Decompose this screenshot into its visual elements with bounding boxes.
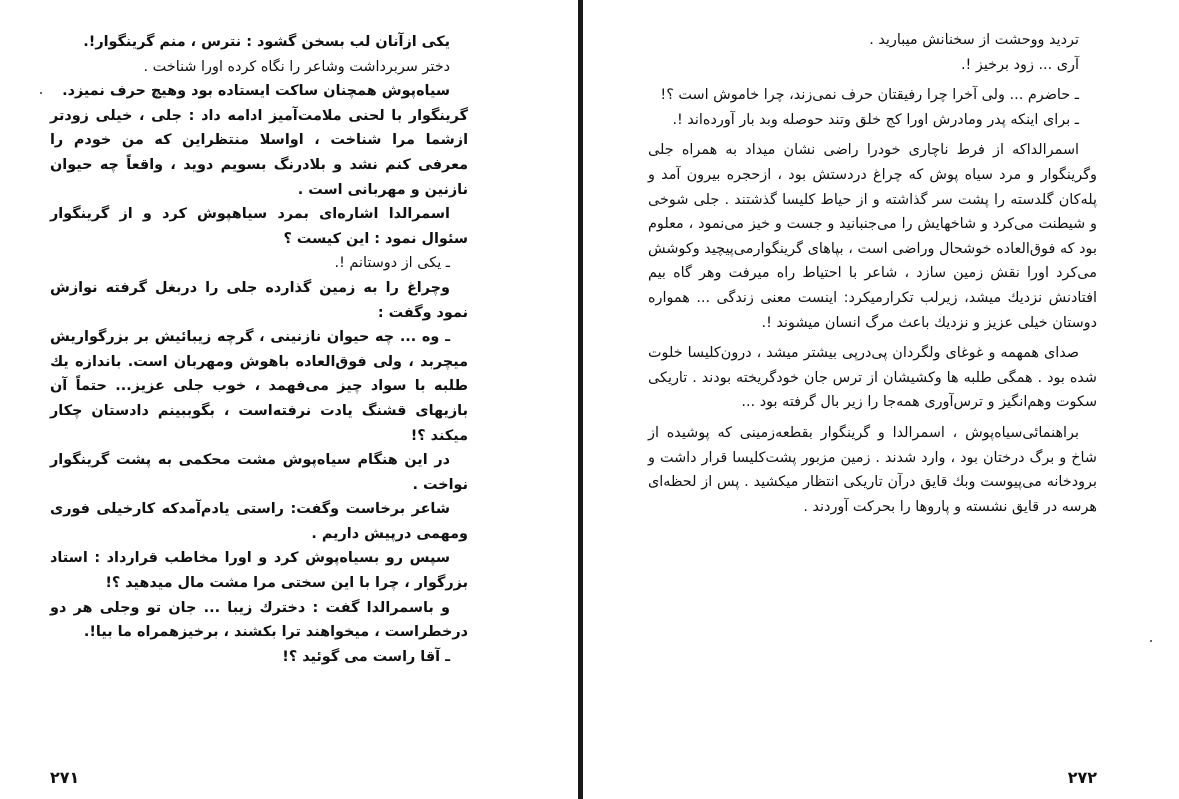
page-gutter bbox=[578, 0, 583, 799]
paragraph: و باسمرالدا گفت : دخترك زیبا ... جان تو وجلی هر دو درخطراست ، میخواهند ترا بکشند ، برخیزهمراه ما بیا!. bbox=[50, 599, 468, 641]
paragraph: ـ آقا راست می گوئید ؟! bbox=[282, 648, 450, 665]
paragraph: سپس رو بسیاه‌پوش کرد و اورا مخاطب قرارداد : استاد بزرگوار ، چرا با این سختی مرا مشت مال میدهید ؟! bbox=[50, 550, 468, 592]
paragraph: آری ... زود برخیز !. bbox=[960, 56, 1079, 73]
paragraph: یکی ازآنان لب بسخن گشود : نترس ، منم گرینگوار!. bbox=[83, 34, 450, 50]
paragraph: ـ وه ... چه حیوان نازنینی ، گرچه زیبائیش بر بزرگواریش میچربد ، ولی فوق‌العاده باهوش ومهربان است. باندازه یك طلبه با سواد چیز می‌فهمد ، خوب جلی عزیز... حتماً آن بازیهای قشنگ یادت نرفته‌است ، بگوببینم دادستان چکار میکند ؟! bbox=[50, 329, 468, 444]
paragraph: براهنمائی‌سیاه‌پوش ، اسمرالدا و گرینگوار بقطعه‌زمینی که پوشیده از شاخ و برگ درختان بود ، وارد شدند . زمین مزبور پشت‌کلیسا قرار داشت و برودخانه می‌پیوست وبك قایق درآن تاریکی انتظار میکشید . پس از لحظه‌ای هرسه در قایق نشسته و پاروها را بحرکت آوردند . bbox=[648, 424, 1097, 515]
paragraph: در این هنگام سیاه‌پوش مشت محکمی به پشت گرینگوار نواخت . bbox=[50, 452, 468, 493]
paragraph: اسمرالداکه از فرط ناچاری خودرا راضی نشان میداد به همراه جلی وگرینگوار و مرد سیاه پوش که چراغ دردستش بود ، ازحجره بیرون آمد و پله‌کان گلدسته را پشت سر گذاشته و از حیاط کلیسا گذشتند . جلی شوخی و شیطنت می‌کرد و شاخهایش را می‌جنبانید و جست و خیز می‌نمود ، معلوم بود که فوق‌العاده خوشحال وراضی است ، بپاهای گرینگوارمی‌پیچید وکوشش می‌کرد اورا نقش زمین سازد ، شاعر با احتیاط راه میرفت وهر گاه بیم افتادنش نزدیك میشد، زیرلب تکرارمیکرد: اینست معنی زندگی ... همواره دوستان خیلی عزیز و نزدیك باعث مرگ انسان میشوند !. bbox=[648, 142, 1097, 331]
right-page-text bbox=[648, 28, 1097, 519]
paragraph: ـ یکی از دوستانم !. bbox=[334, 255, 450, 272]
left-page-text bbox=[50, 30, 468, 669]
print-speck bbox=[1150, 640, 1152, 642]
print-speck bbox=[40, 92, 42, 94]
paragraph: ـ برای اینکه پدر ومادرش اورا کج خلق وتند حوصله وبد بار آورده‌اند !. bbox=[672, 111, 1079, 128]
left-page bbox=[0, 0, 580, 799]
paragraph: اسمرالدا اشاره‌ای بمرد سیاهپوش کرد و از گرینگوار سئوال نمود : این کیست ؟ bbox=[50, 206, 468, 247]
paragraph: گرینگوار با لحنی ملامت‌آمیز ادامه داد : جلی ، خیلی زودتر ازشما مرا شناخت ، اواسلا منتظراین که من خودم را معرفی کنم نشد و بلادرنگ بسویم دوید ، واقعاً چه حیوان نازنین و مهربانی است . bbox=[50, 107, 468, 198]
right-page-number: ۲۷۲ bbox=[1067, 768, 1097, 787]
paragraph: وچراغ را به زمین گذارده جلی را دربغل گرفته نوازش نمود وگفت : bbox=[50, 279, 468, 321]
paragraph: شاعر برخاست وگفت: راستی یادم‌آمدکه کارخیلی فوری ومهمی درپیش داریم . bbox=[50, 501, 468, 542]
paragraph: ـ حاضرم ... ولی آخرا چرا رفیقتان حرف نمی‌زند، چرا خاموش است ؟! bbox=[660, 87, 1079, 104]
paragraph: دختر سربرداشت وشاعر را نگاه کرده اورا شناخت . bbox=[143, 58, 450, 75]
paragraph: صدای همهمه و غوغای ولگردان پی‌درپی بیشتر میشد ، درون‌کلیسا خلوت شده بود . همگی طلبه ها وکشیشان از ترس جان خودگریخته بودند . تاریکی سکوت وهم‌انگیز و ترس‌آوری همه‌جا را زیر بال گرفته بود ... bbox=[648, 345, 1097, 411]
paragraph: سیاه‌پوش همچنان ساکت ایستاده بود وهیچ حرف نمیزد. bbox=[62, 83, 450, 100]
right-page bbox=[584, 0, 1179, 799]
paragraph: تردید ووحشت از سخنانش میبارید . bbox=[869, 32, 1079, 48]
left-page-number: ۲۷۱ bbox=[50, 768, 80, 787]
